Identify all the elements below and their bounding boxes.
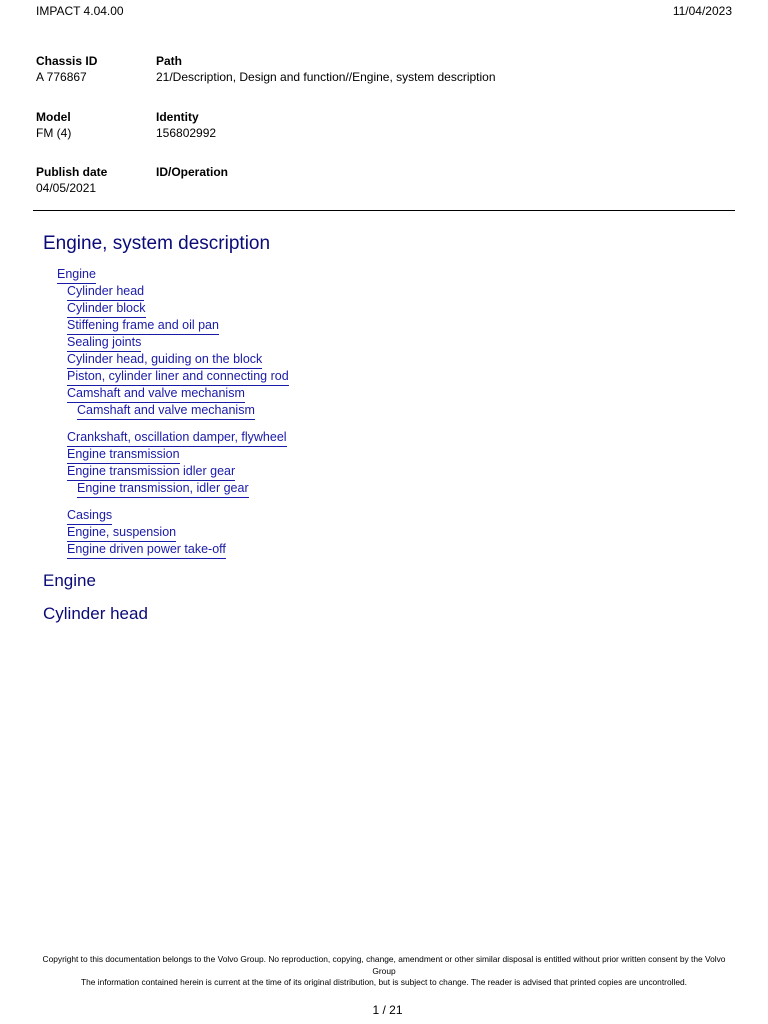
toc-link-sealing-joints[interactable]: Sealing joints — [67, 335, 141, 352]
app-version: IMPACT 4.04.00 — [36, 4, 124, 18]
document-title: Engine, system description — [43, 233, 271, 254]
path-block — [156, 54, 496, 84]
publish-date-label: Publish date — [36, 165, 108, 179]
copyright-line-2: The information contained herein is current at the time of its original distribution, but is subject to change. The reader is advised that printed copies are uncontrolled. — [81, 977, 687, 987]
toc-link-cylinder-block[interactable]: Cylinder block — [67, 301, 146, 318]
path-value: 21/Description, Design and function//Engine, system description — [156, 70, 496, 84]
publish-date-value: 04/05/2021 — [36, 181, 97, 195]
chassis-id-label: Chassis ID — [36, 54, 98, 68]
path-label: Path — [156, 54, 183, 68]
chassis-id-block — [36, 54, 97, 84]
toc-link-engine-transmission[interactable]: Engine transmission — [67, 447, 180, 464]
toc-link-power-take-off[interactable]: Engine driven power take-off — [67, 542, 226, 559]
toc-link-camshaft-valve-sub[interactable]: Camshaft and valve mechanism — [77, 403, 255, 420]
toc-link-idler-gear-sub[interactable]: Engine transmission, idler gear — [77, 481, 249, 498]
id-operation-block — [156, 165, 228, 181]
copyright-line-1: Copyright to this documentation belongs to the Volvo Group. No reproduction, copying, change, amendment or other similar disposal is entitled without prior written consent by the Volvo Group — [42, 954, 726, 976]
identity-value: 156802992 — [156, 126, 217, 140]
identity-label: Identity — [156, 110, 199, 124]
publish-date-block — [36, 165, 107, 195]
model-block — [36, 110, 71, 140]
toc-link-camshaft-valve[interactable]: Camshaft and valve mechanism — [67, 386, 245, 403]
toc-link-casings[interactable]: Casings — [67, 508, 112, 525]
toc-link-engine-suspension[interactable]: Engine, suspension — [67, 525, 176, 542]
section-heading-engine: Engine — [43, 571, 96, 590]
header-divider — [33, 210, 735, 211]
model-label: Model — [36, 110, 71, 124]
print-date: 11/04/2023 — [672, 4, 732, 18]
toc-link-engine[interactable]: Engine — [57, 267, 96, 284]
page-number: 1 / 21 — [372, 1003, 403, 1017]
toc-link-piston-liner-rod[interactable]: Piston, cylinder liner and connecting rod — [67, 369, 289, 386]
toc-link-stiffening-frame[interactable]: Stiffening frame and oil pan — [67, 318, 219, 335]
toc-link-cylinder-head-guiding[interactable]: Cylinder head, guiding on the block — [67, 352, 262, 369]
identity-block — [156, 110, 216, 140]
model-value: FM (4) — [36, 126, 72, 140]
toc-link-crankshaft[interactable]: Crankshaft, oscillation damper, flywheel — [67, 430, 287, 447]
copyright-notice — [30, 954, 738, 989]
toc-link-cylinder-head[interactable]: Cylinder head — [67, 284, 144, 301]
id-operation-label: ID/Operation — [156, 165, 229, 179]
section-heading-cylinder-head: Cylinder head — [43, 604, 148, 623]
chassis-id-value: A 776867 — [36, 70, 87, 84]
toc-link-idler-gear[interactable]: Engine transmission idler gear — [67, 464, 235, 481]
